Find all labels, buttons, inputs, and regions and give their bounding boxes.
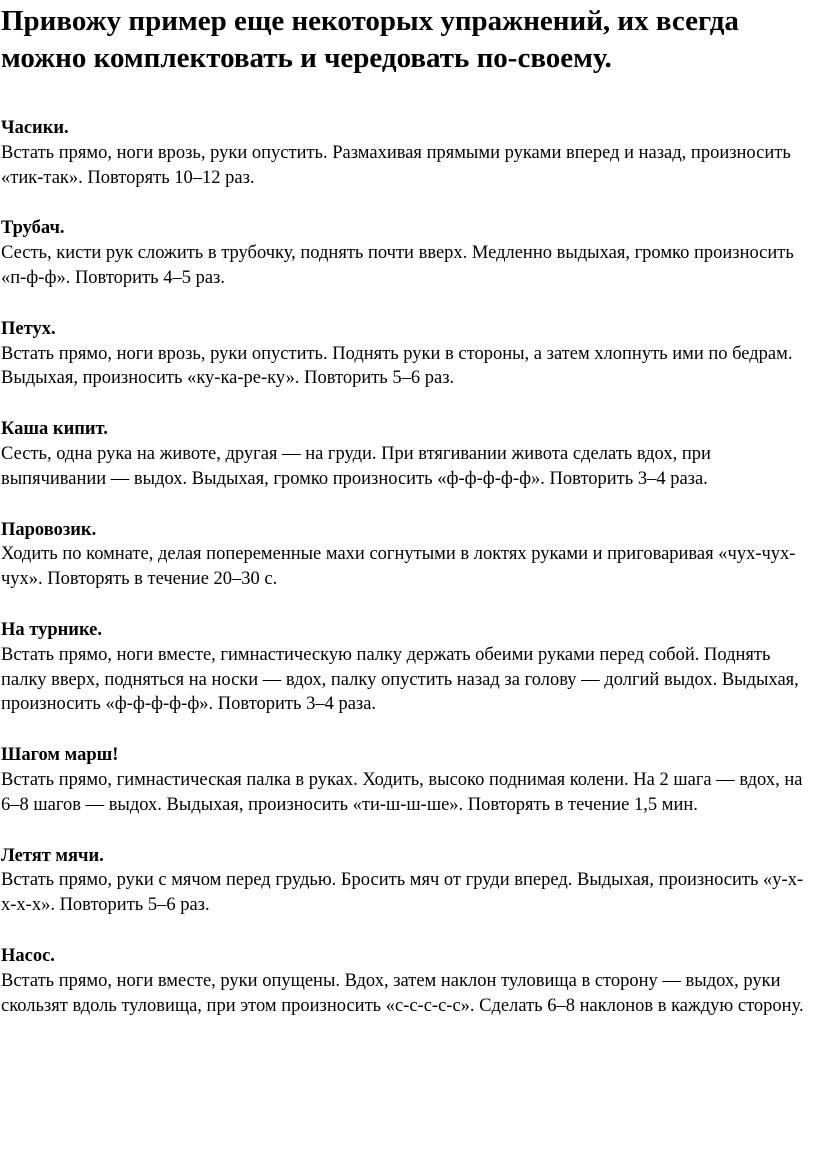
exercise-nasos (1, 944, 816, 1018)
exercise-description: Встать прямо, ноги вместе, гимнастическую палку держать обеими руками перед собой. Поднять палку вверх, подняться на носки — вдох, палку опустить назад за голову — долгий выдох. Выдыхая, произносить «ф-ф-ф-ф-ф». Повторить 3–4 раза. (1, 644, 799, 715)
exercise-title: Шагом марш! (1, 745, 119, 766)
exercise-title: На турнике. (1, 619, 103, 640)
exercise-title: Каша кипит. (1, 419, 108, 440)
exercise-description: Встать прямо, ноги врозь, руки опустить. Поднять руки в стороны, а затем хлопнуть ими по бедрам. Выдыхая, произносить «ку-ка-ре-ку». Повторить 5–6 раз. (1, 343, 793, 389)
page-heading: Привожу пример еще некоторых упражнений, их всегда можно комплектовать и чередовать по-своему. (1, 5, 739, 74)
exercise-kasha-kipit (1, 417, 816, 491)
exercise-title: Насос. (1, 945, 55, 966)
exercise-title: Летят мячи. (1, 845, 104, 866)
exercise-description: Сесть, одна рука на животе, другая — на груди. При втягивании живота сделать вдох, при выпячивании — выдох. Выдыхая, громко произносить «ф-ф-ф-ф-ф». Повторить 3–4 раза. (1, 443, 711, 489)
exercise-title: Паровозик. (1, 519, 97, 540)
exercise-title: Часики. (1, 118, 69, 138)
exercise-description: Встать прямо, ноги вместе, руки опущены. Вдох, затем наклон туловища в сторону — выдох, руки скользят вдоль туловища, при этом произносить «с-с-с-с-с». Сделать 6–8 наклонов в каждую сторону. (1, 970, 804, 1016)
exercise-shagom-marsh (1, 743, 816, 817)
exercise-description: Ходить по комнате, делая попеременные махи согнутыми в локтях руками и приговаривая «чух-чух-чух». Повторять в течение 20–30 с. (1, 544, 796, 590)
exercise-title: Трубач. (1, 218, 65, 239)
exercise-trubach (1, 216, 816, 290)
exercise-description: Встать прямо, руки с мячом перед грудью. Бросить мяч от груди вперед. Выдыхая, произносить «у-х-х-х-х». Повторить 5–6 раз. (1, 870, 804, 916)
exercise-description: Сесть, кисти рук сложить в трубочку, поднять почти вверх. Медленно выдыхая, громко произносить «п-ф-ф». Повторить 4–5 раз. (1, 243, 794, 288)
exercise-chasiki (1, 116, 816, 190)
exercise-petukh (1, 317, 816, 391)
exercise-description: Встать прямо, ноги врозь, руки опустить. Размахивая прямыми руками вперед и назад, произносить «тик-так». Повторять 10–12 раз. (1, 142, 791, 188)
exercise-description: Встать прямо, гимнастическая палка в руках. Ходить, высоко поднимая колени. На 2 шага — вдох, на 6–8 шагов — выдох. Выдыхая, произносить «ти-ш-ш-ше». Повторять в течение 1,5 мин. (1, 769, 803, 815)
exercise-na-turnike (1, 618, 816, 717)
exercise-title: Петух. (1, 318, 56, 339)
exercise-letyat-myachi (1, 844, 816, 918)
exercise-parovozik (1, 518, 816, 592)
